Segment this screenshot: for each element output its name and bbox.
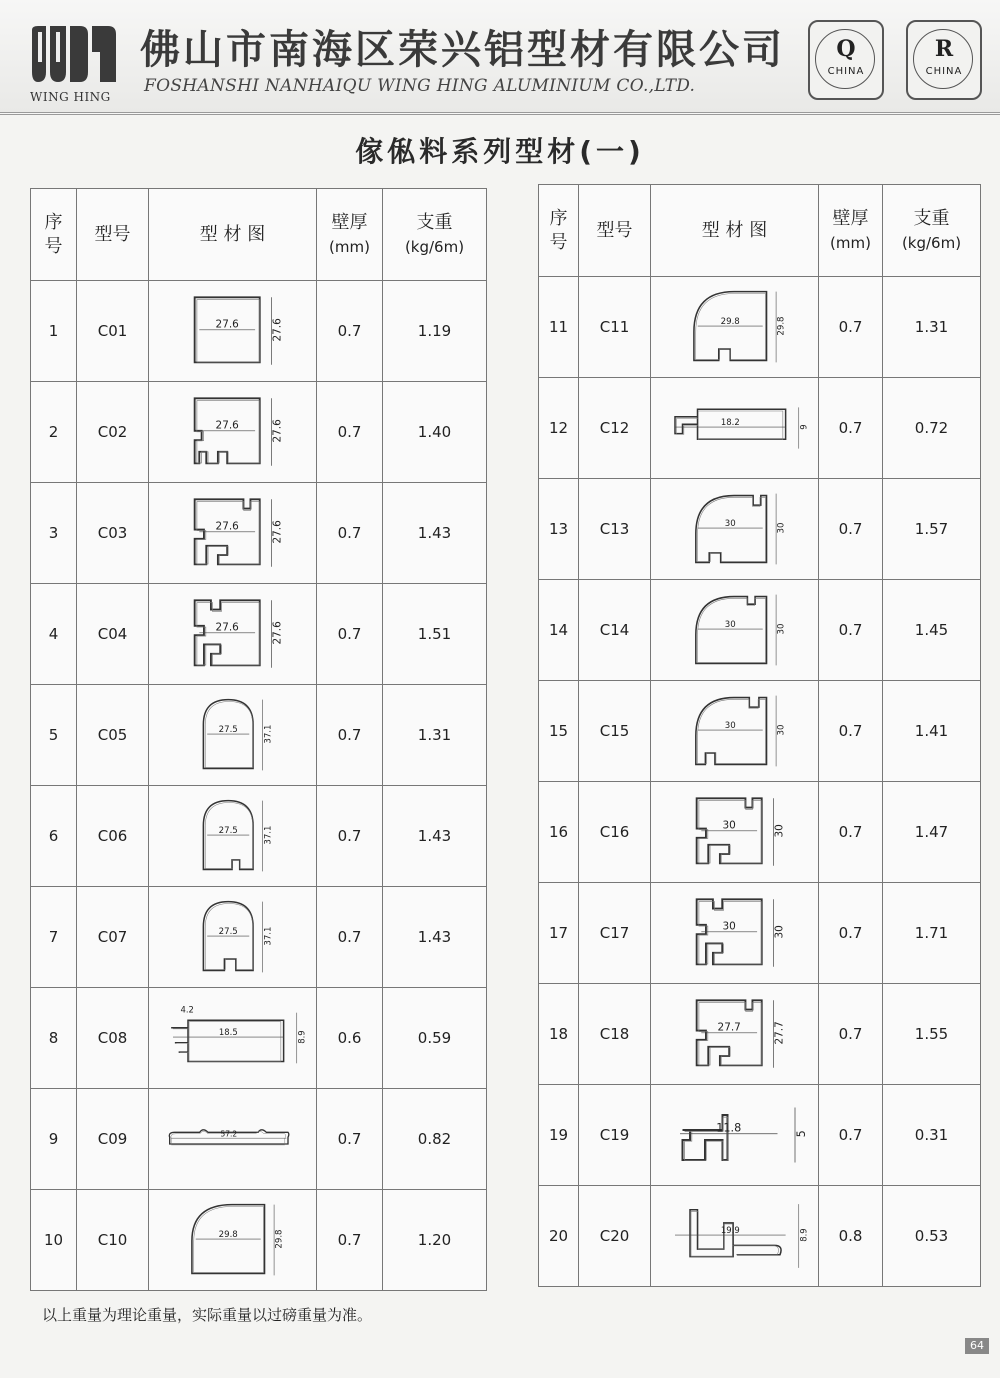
profile-drawing-c19-icon [660, 1092, 810, 1178]
row-thickness: 0.7 [819, 782, 883, 883]
row-thickness: 0.7 [819, 1085, 883, 1186]
table-row [31, 887, 487, 988]
profile-drawing-c01-icon [158, 288, 308, 374]
dimension-label: 27.5 [218, 826, 238, 837]
row-number: 4 [31, 584, 77, 685]
row-drawing [651, 580, 819, 681]
row-number: 6 [31, 786, 77, 887]
row-drawing [149, 1190, 317, 1291]
row-model: C01 [77, 281, 149, 382]
row-model: C17 [579, 883, 651, 984]
profile-drawing-c03-icon [158, 490, 308, 576]
row-weight: 1.20 [383, 1190, 487, 1291]
profile-drawing-c20-icon [660, 1193, 810, 1279]
row-thickness: 0.7 [317, 281, 383, 382]
row-number: 13 [539, 479, 579, 580]
row-drawing [149, 988, 317, 1089]
table-header-row [539, 185, 981, 277]
company-name-cn: 佛山市南海区荣兴铝型材有限公司 [140, 26, 785, 73]
dimension-label: 8.9 [797, 1228, 808, 1242]
dimension-label: 30 [776, 724, 787, 736]
profile-drawing-c18-icon [660, 991, 810, 1077]
table-row [539, 378, 981, 479]
row-number: 15 [539, 681, 579, 782]
profile-drawing-c14-icon [660, 587, 810, 673]
row-thickness: 0.7 [317, 382, 383, 483]
row-thickness: 0.6 [317, 988, 383, 1089]
table-row [31, 685, 487, 786]
profile-drawing-c12-icon [660, 385, 810, 471]
profile-drawing-c07-icon [158, 894, 308, 980]
row-weight: 1.43 [383, 887, 487, 988]
dimension-label: 5 [794, 1130, 808, 1138]
row-drawing [651, 883, 819, 984]
profile-drawing-c05-icon [158, 692, 308, 778]
col-model-header: 型号 [77, 189, 149, 281]
dimension-label: 30 [722, 920, 736, 933]
page-number: 64 [965, 1338, 989, 1354]
badge-letter: Q [836, 36, 856, 62]
row-weight: 1.45 [883, 580, 981, 681]
dimension-label: 30 [724, 519, 736, 530]
dimension-label: 18.2 [720, 417, 740, 428]
row-weight: 0.72 [883, 378, 981, 479]
row-weight: 0.59 [383, 988, 487, 1089]
page-header [0, 0, 1000, 115]
row-weight: 1.51 [383, 584, 487, 685]
dimension-label: 37.1 [262, 724, 273, 744]
row-drawing [149, 786, 317, 887]
dimension-label: 27.6 [271, 520, 284, 544]
row-thickness: 0.8 [819, 1186, 883, 1287]
table-row [31, 281, 487, 382]
row-model: C07 [77, 887, 149, 988]
row-thickness: 0.7 [819, 479, 883, 580]
row-drawing [651, 1085, 819, 1186]
profile-drawing-c04-icon [158, 591, 308, 677]
profile-drawing-c11-icon [660, 284, 810, 370]
dimension-label: 19.9 [720, 1225, 740, 1236]
row-number: 2 [31, 382, 77, 483]
table-header-row [31, 189, 487, 281]
row-model: C10 [77, 1190, 149, 1291]
dimension-label: 29.8 [274, 1229, 285, 1249]
row-number: 3 [31, 483, 77, 584]
quality-badge-r [906, 20, 982, 100]
dimension-label: 18.5 [218, 1027, 238, 1038]
row-weight: 1.41 [883, 681, 981, 782]
table-row [539, 1085, 981, 1186]
col-drawing-header: 型 材 图 [651, 185, 819, 277]
table-row [31, 483, 487, 584]
row-model: C19 [579, 1085, 651, 1186]
row-drawing [149, 281, 317, 382]
dimension-label: 27.6 [215, 318, 239, 331]
col-no-header: 序号 [539, 185, 579, 277]
dimension-label: 37.1 [262, 825, 273, 845]
col-thickness-header: 壁厚 (mm) [317, 189, 383, 281]
row-model: C05 [77, 685, 149, 786]
dimension-label: 27.6 [215, 520, 239, 533]
row-number: 5 [31, 685, 77, 786]
row-number: 16 [539, 782, 579, 883]
weight-footnote: 以上重量为理论重量，实际重量以过磅重量为准。 [42, 1306, 373, 1324]
col-drawing-header: 型 材 图 [149, 189, 317, 281]
dimension-label: 27.6 [271, 621, 284, 645]
row-model: C12 [579, 378, 651, 479]
row-drawing [651, 782, 819, 883]
dimension-label: 30 [773, 824, 786, 838]
quality-badge-q [808, 20, 884, 100]
row-number: 18 [539, 984, 579, 1085]
row-weight: 0.53 [883, 1186, 981, 1287]
row-number: 1 [31, 281, 77, 382]
row-drawing [149, 584, 317, 685]
row-weight: 1.40 [383, 382, 487, 483]
row-thickness: 0.7 [819, 277, 883, 378]
table-row [539, 479, 981, 580]
dimension-label: 30 [722, 819, 736, 832]
row-number: 7 [31, 887, 77, 988]
row-number: 8 [31, 988, 77, 1089]
row-drawing [651, 479, 819, 580]
dimension-label: 30 [724, 721, 736, 732]
row-drawing [651, 1186, 819, 1287]
dimension-label: 30 [773, 925, 786, 939]
row-model: C15 [579, 681, 651, 782]
row-weight: 1.19 [383, 281, 487, 382]
row-number: 14 [539, 580, 579, 681]
table-row [539, 580, 981, 681]
table-row [539, 984, 981, 1085]
row-drawing [149, 382, 317, 483]
profile-drawing-c08-icon [158, 995, 308, 1081]
dimension-label: 27.6 [271, 419, 284, 443]
row-model: C03 [77, 483, 149, 584]
dimension-label: 11.8 [715, 1121, 741, 1135]
row-model: C04 [77, 584, 149, 685]
table-row [539, 681, 981, 782]
row-weight: 1.55 [883, 984, 981, 1085]
row-weight: 0.31 [883, 1085, 981, 1186]
dimension-label: 27.6 [271, 318, 284, 342]
badge-label: CHINA [925, 66, 963, 77]
dimension-label: 27.5 [218, 927, 238, 938]
row-drawing [149, 685, 317, 786]
dimension-label: 9 [797, 424, 808, 430]
row-drawing [149, 887, 317, 988]
row-weight: 1.31 [883, 277, 981, 378]
row-drawing [149, 1089, 317, 1190]
row-number: 12 [539, 378, 579, 479]
row-model: C20 [579, 1186, 651, 1287]
row-model: C14 [579, 580, 651, 681]
col-weight-header: 支重 (kg/6m) [883, 185, 981, 277]
dimension-label: 30 [724, 620, 736, 631]
row-thickness: 0.7 [819, 378, 883, 479]
row-drawing [651, 984, 819, 1085]
page-title: 傢俬料系列型材(一) [355, 135, 645, 168]
row-number: 17 [539, 883, 579, 984]
profile-drawing-c06-icon [158, 793, 308, 879]
row-model: C06 [77, 786, 149, 887]
row-thickness: 0.7 [317, 1089, 383, 1190]
profile-drawing-c02-icon [158, 389, 308, 475]
row-weight: 1.43 [383, 786, 487, 887]
table-row [539, 883, 981, 984]
row-thickness: 0.7 [317, 1190, 383, 1291]
badge-letter: R [934, 36, 954, 62]
col-weight-header: 支重 (kg/6m) [383, 189, 487, 281]
row-thickness: 0.7 [819, 984, 883, 1085]
dimension-label: 27.6 [215, 621, 239, 634]
row-model: C02 [77, 382, 149, 483]
profile-drawing-c13-icon [660, 486, 810, 572]
row-weight: 0.82 [383, 1089, 487, 1190]
row-thickness: 0.7 [819, 883, 883, 984]
table-row [31, 584, 487, 685]
dimension-label: 27.6 [215, 419, 239, 432]
row-number: 20 [539, 1186, 579, 1287]
dimension-label: 29.8 [720, 317, 740, 328]
row-number: 10 [31, 1190, 77, 1291]
profile-drawing-c17-icon [660, 890, 810, 976]
row-thickness: 0.7 [819, 681, 883, 782]
row-model: C13 [579, 479, 651, 580]
dimension-label: 8.9 [295, 1030, 306, 1044]
dimension-label: 4.2 [180, 1004, 194, 1015]
row-weight: 1.43 [383, 483, 487, 584]
company-name-en: FOSHANSHI NANHAIQU WING HING ALUMINIUM CO.,LTD. [144, 76, 696, 96]
row-thickness: 0.7 [317, 685, 383, 786]
dimension-label: 27.5 [218, 725, 238, 736]
row-thickness: 0.7 [317, 483, 383, 584]
profile-drawing-c15-icon [660, 688, 810, 774]
row-weight: 1.57 [883, 479, 981, 580]
table-row [31, 786, 487, 887]
row-thickness: 0.7 [819, 580, 883, 681]
table-row [31, 988, 487, 1089]
row-thickness: 0.7 [317, 786, 383, 887]
row-number: 11 [539, 277, 579, 378]
dimension-label: 27.7 [717, 1021, 741, 1034]
dimension-label: 27.7 [773, 1021, 786, 1045]
table-row [539, 1186, 981, 1287]
profile-drawing-c16-icon [660, 789, 810, 875]
col-model-header: 型号 [579, 185, 651, 277]
profile-table-right [538, 184, 981, 1287]
profile-drawing-c09-icon [158, 1096, 308, 1182]
dimension-label: 30 [776, 522, 787, 534]
row-model: C08 [77, 988, 149, 1089]
row-thickness: 0.7 [317, 887, 383, 988]
row-weight: 1.71 [883, 883, 981, 984]
dimension-label: 37.1 [262, 926, 273, 946]
table-row [539, 782, 981, 883]
badge-label: CHINA [827, 66, 865, 77]
table-row [31, 1089, 487, 1190]
dimension-label: 30 [776, 623, 787, 635]
row-weight: 1.31 [383, 685, 487, 786]
col-thickness-header: 壁厚 (mm) [819, 185, 883, 277]
row-model: C11 [579, 277, 651, 378]
row-model: C16 [579, 782, 651, 883]
row-number: 19 [539, 1085, 579, 1186]
table-row [539, 277, 981, 378]
row-model: C09 [77, 1089, 149, 1190]
dimension-label: 29.8 [776, 316, 787, 336]
row-thickness: 0.7 [317, 584, 383, 685]
row-drawing [651, 378, 819, 479]
row-weight: 1.47 [883, 782, 981, 883]
table-row [31, 1190, 487, 1291]
row-model: C18 [579, 984, 651, 1085]
row-number: 9 [31, 1089, 77, 1190]
col-no-header: 序号 [31, 189, 77, 281]
profile-table-left [30, 188, 487, 1291]
row-drawing [651, 277, 819, 378]
profile-drawing-c10-icon [158, 1197, 308, 1283]
dimension-label: 29.8 [218, 1230, 238, 1241]
logo-text: WING HING [30, 90, 111, 104]
row-drawing [651, 681, 819, 782]
row-drawing [149, 483, 317, 584]
table-row [31, 382, 487, 483]
dimension-label: 57.2 [219, 1129, 237, 1139]
